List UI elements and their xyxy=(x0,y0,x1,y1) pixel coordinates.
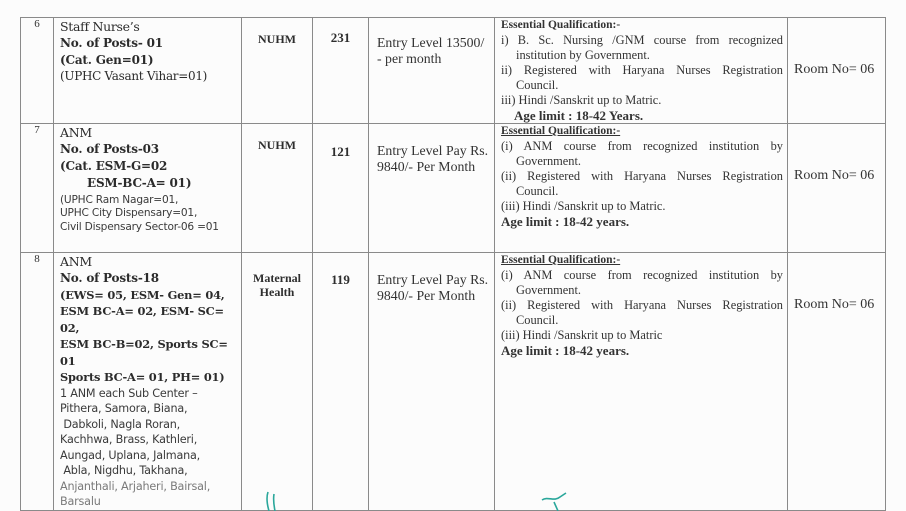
post-count: No. of Posts-03 xyxy=(60,141,159,156)
age-limit: Age limit : 18-42 years. xyxy=(501,214,630,229)
post-title: Staff Nurse’s xyxy=(60,19,140,34)
location-line: Pithera, Samora, Biana, xyxy=(60,402,188,416)
location-line: (UPHC Ram Nagar=01, xyxy=(60,193,179,206)
table-row xyxy=(21,124,886,253)
location-line: Kachhwa, Brass, Kathleri, xyxy=(60,433,198,447)
qualification-item: (ii) Registered with Haryana Nurses Registration Council. xyxy=(501,298,783,327)
pay-scale: Entry Level 13500/ - per month xyxy=(369,18,495,124)
programme-name: Maternal Health xyxy=(242,253,313,511)
recruitment-table xyxy=(20,17,886,511)
qualification-heading: Essential Qualification:- xyxy=(501,19,621,31)
handwritten-initial-mark xyxy=(262,490,286,511)
category-line: ESM BC-A= 02, ESM- SC= 02, xyxy=(60,304,224,335)
room-number: Room No= 06 xyxy=(788,124,886,253)
programme-name: NUHM xyxy=(242,124,313,253)
location-line: Abla, Nigdhu, Takhana, xyxy=(60,464,188,478)
post-details-cell xyxy=(54,18,242,124)
post-details-cell xyxy=(54,124,242,253)
location-line: UPHC City Dispensary=01, xyxy=(60,207,198,220)
category-line: (Cat. Gen=01) xyxy=(60,52,154,67)
location-line: Civil Dispensary Sector-06 =01 xyxy=(60,221,219,234)
handwritten-signature-mark xyxy=(540,488,570,511)
pay-scale: Entry Level Pay Rs. 9840/- Per Month xyxy=(369,124,495,253)
post-count: No. of Posts- 01 xyxy=(60,35,163,50)
table-row xyxy=(21,18,886,124)
category-line: ESM BC-B=02, Sports SC= 01 xyxy=(60,337,228,368)
category-line: (Cat. ESM-G=02 xyxy=(60,158,168,173)
location-line: Barsalu xyxy=(60,495,101,509)
qualification-item: (iii) Hindi /Sanskrit up to Matric xyxy=(501,328,663,342)
serial-number: 8 xyxy=(21,253,54,511)
qualification-cell xyxy=(495,18,788,124)
qualification-heading: Essential Qualification:- xyxy=(501,125,621,137)
budget-head: 231 xyxy=(313,18,369,124)
post-title: ANM xyxy=(60,125,92,140)
location-line: 1 ANM each Sub Center – xyxy=(60,386,198,400)
room-number: Room No= 06 xyxy=(788,18,886,124)
qualification-item: iii) Hindi /Sanskrit up to Matric. xyxy=(501,93,662,107)
qualification-item: ii) Registered with Haryana Nurses Registration Council. xyxy=(501,63,783,92)
serial-number: 6 xyxy=(21,18,54,124)
budget-head: 121 xyxy=(313,124,369,253)
post-details-cell xyxy=(54,253,242,511)
table-row xyxy=(21,253,886,511)
age-limit: Age limit : 18-42 years. xyxy=(501,343,630,358)
qualification-heading: Essential Qualification:- xyxy=(501,254,621,266)
qualification-cell xyxy=(495,124,788,253)
pay-scale: Entry Level Pay Rs. 9840/- Per Month xyxy=(369,253,495,511)
serial-number: 7 xyxy=(21,124,54,253)
post-title: ANM xyxy=(60,254,92,269)
qualification-item: (i) ANM course from recognized institution by Government. xyxy=(501,139,783,168)
location-line: Dabkoli, Nagla Roran, xyxy=(60,417,181,431)
post-count: No. of Posts-18 xyxy=(60,270,159,285)
qualification-item: (i) ANM course from recognized institution by Government. xyxy=(501,268,783,297)
programme-name: NUHM xyxy=(242,18,313,124)
category-line: (EWS= 05, ESM- Gen= 04, xyxy=(60,287,225,302)
room-number: Room No= 06 xyxy=(788,253,886,511)
qualification-item: (ii) Registered with Haryana Nurses Registration Council. xyxy=(501,169,783,198)
qualification-item: i) B. Sc. Nursing /GNM course from recognized institution by Government. xyxy=(501,33,783,62)
budget-head: 119 xyxy=(313,253,369,511)
category-line: ESM-BC-A= 01) xyxy=(87,175,192,190)
category-line: Sports BC-A= 01, PH= 01) xyxy=(60,370,225,385)
location-line: Anjanthali, Arjaheri, Bairsal, xyxy=(60,479,211,493)
qualification-item: (iii) Hindi /Sanskrit up to Matric. xyxy=(501,199,666,213)
location-line: (UPHC Vasant Vihar=01) xyxy=(60,68,208,83)
qualification-cell xyxy=(495,253,788,511)
location-line: Aungad, Uplana, Jalmana, xyxy=(60,448,201,462)
age-limit: Age limit : 18-42 Years. xyxy=(514,108,644,123)
